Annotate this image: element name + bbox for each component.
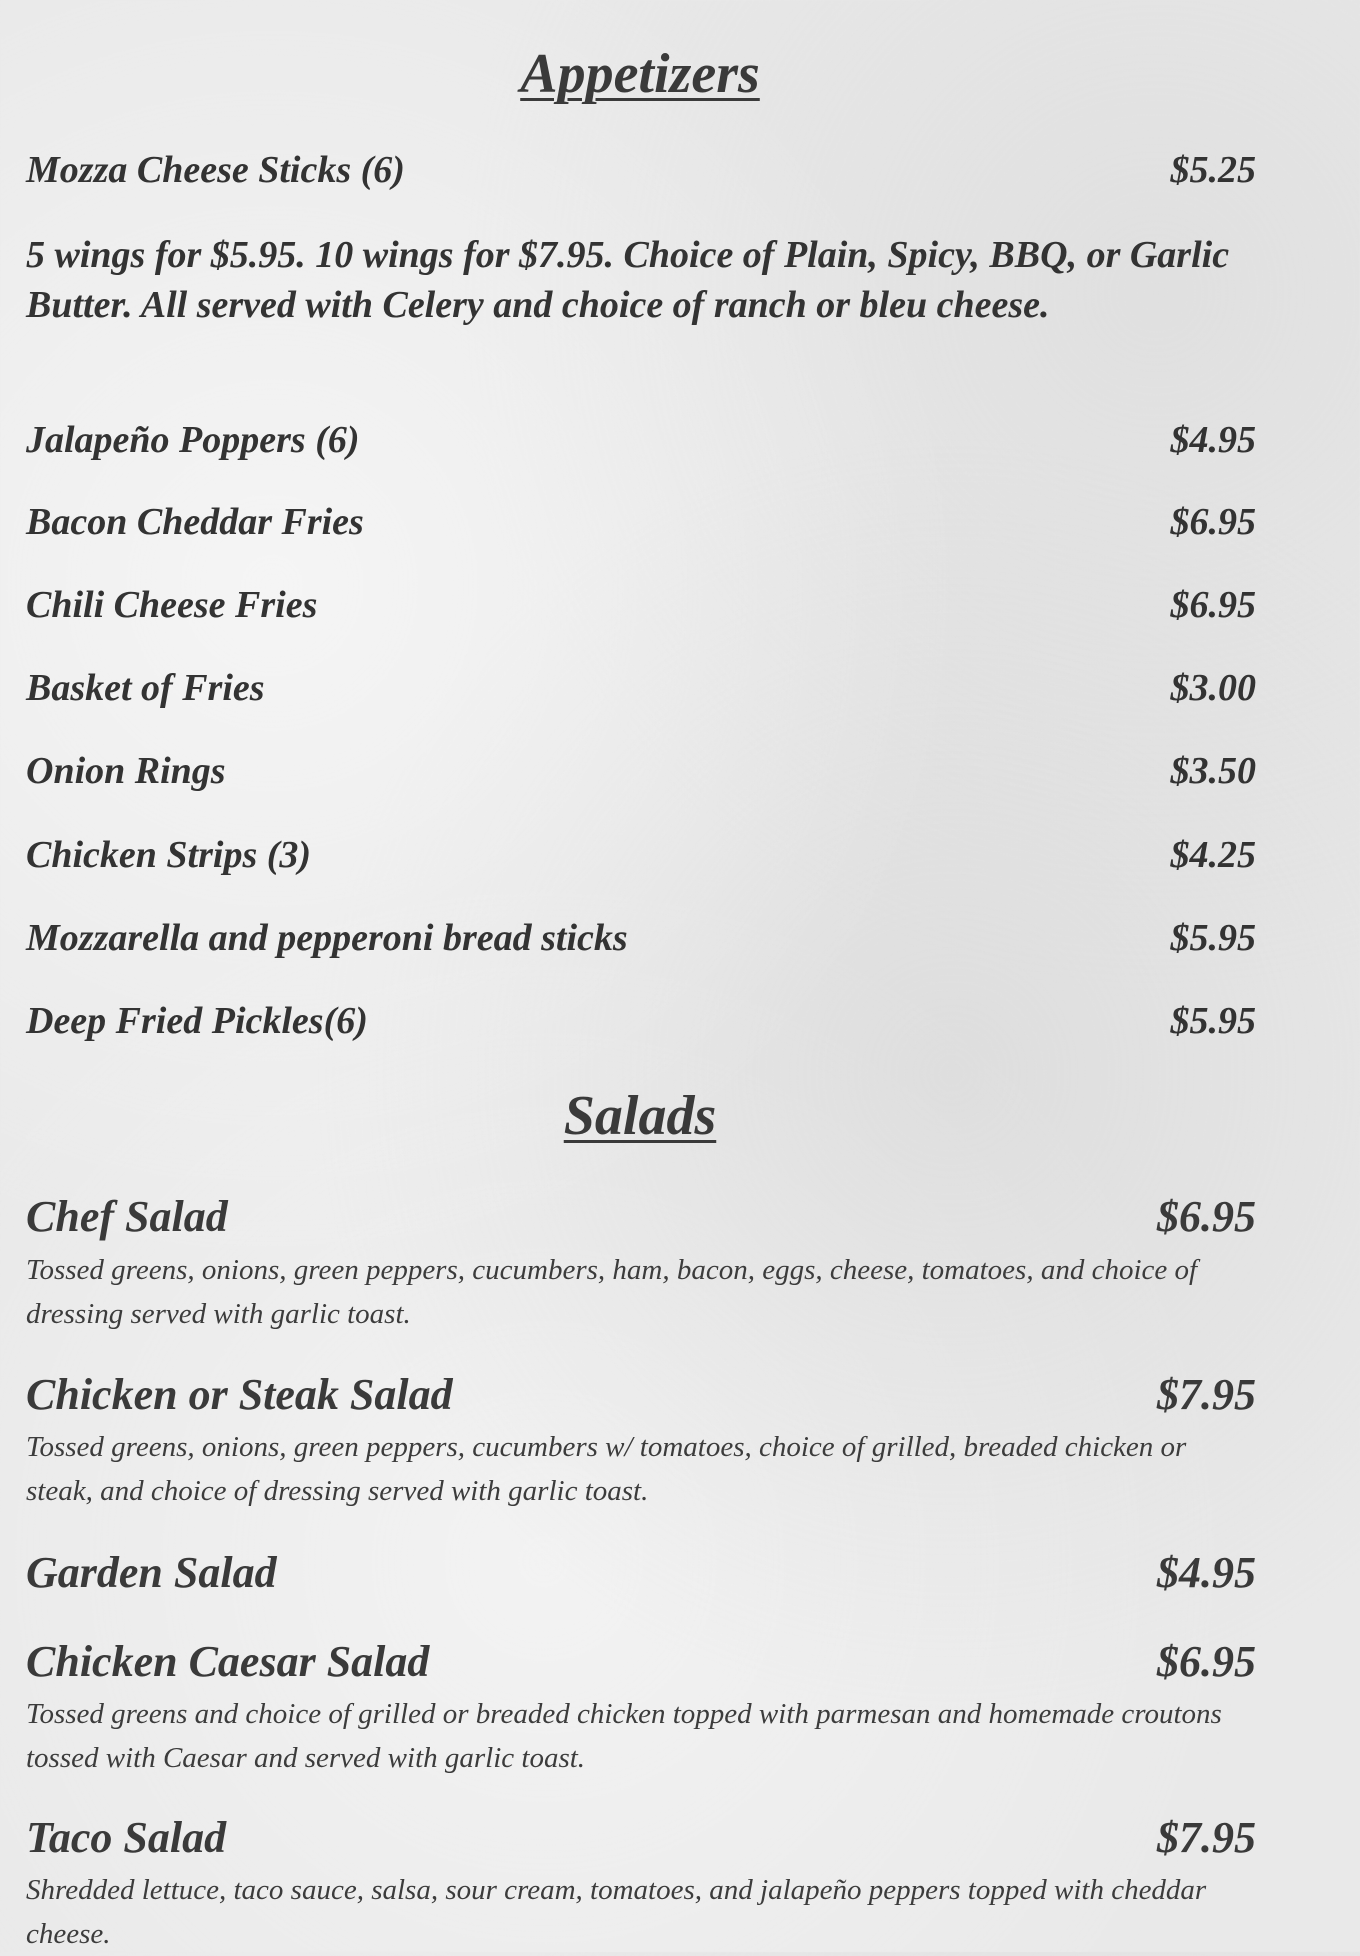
salads-heading: Salads	[563, 1085, 717, 1147]
item-price: $4.95	[1170, 419, 1256, 461]
salad-name: Garden Salad	[26, 1548, 277, 1597]
menu-item	[26, 749, 1256, 793]
salad-name: Chef Salad	[26, 1192, 228, 1241]
salad-item	[26, 1192, 1256, 1242]
menu-item	[26, 583, 1256, 627]
salad-name: Chicken or Steak Salad	[26, 1370, 453, 1419]
item-price: $3.50	[1170, 750, 1256, 792]
item-name: Bacon Cheddar Fries	[26, 501, 364, 543]
salad-price: $6.95	[1157, 1192, 1256, 1241]
menu-item	[26, 418, 1256, 462]
salad-item	[26, 1548, 1256, 1598]
item-price: $4.25	[1170, 834, 1256, 876]
salad-item	[26, 1637, 1256, 1687]
menu-item	[26, 916, 1256, 960]
salad-description: Tossed greens, onions, green peppers, cucumbers, ham, bacon, eggs, cheese, tomatoes, and choice of dressing served with garlic toast.	[26, 1254, 1198, 1330]
appetizers-heading: Appetizers	[520, 43, 760, 105]
item-name: Onion Rings	[26, 750, 226, 792]
item-price: $6.95	[1170, 584, 1256, 626]
salad-item	[26, 1813, 1256, 1863]
item-name: Mozza Cheese Sticks (6)	[26, 149, 405, 191]
salad-name: Taco Salad	[26, 1813, 227, 1862]
item-price: $5.25	[1170, 149, 1256, 191]
menu-item	[26, 833, 1256, 877]
salad-price: $4.95	[1157, 1548, 1256, 1597]
menu-item	[26, 999, 1256, 1043]
salad-price: $6.95	[1157, 1637, 1256, 1686]
item-name: Jalapeño Poppers (6)	[26, 419, 360, 461]
item-price: $5.95	[1170, 917, 1256, 959]
item-price: $6.95	[1170, 501, 1256, 543]
item-name: Chili Cheese Fries	[26, 584, 318, 626]
item-price: $3.00	[1170, 667, 1256, 709]
menu-item	[26, 666, 1256, 710]
salad-price: $7.95	[1157, 1813, 1256, 1862]
salad-name: Chicken Caesar Salad	[26, 1637, 430, 1686]
salad-price: $7.95	[1157, 1370, 1256, 1419]
wings-description: 5 wings for $5.95. 10 wings for $7.95. Choice of Plain, Spicy, BBQ, or Garlic Butter. All served with Celery and choice of ranch or bleu cheese.	[26, 234, 1230, 326]
item-name: Chicken Strips (3)	[26, 834, 312, 876]
salad-description: Shredded lettuce, taco sauce, salsa, sour cream, tomatoes, and jalapeño peppers topped with cheddar cheese.	[26, 1874, 1207, 1950]
item-price: $5.95	[1170, 1000, 1256, 1042]
menu-item	[26, 500, 1256, 544]
salad-description: Tossed greens and choice of grilled or breaded chicken topped with parmesan and homemade croutons tossed with Caesar and served with garlic toast.	[26, 1698, 1222, 1774]
item-name: Mozzarella and pepperoni bread sticks	[26, 917, 628, 959]
item-name: Basket of Fries	[26, 667, 265, 709]
menu-item	[26, 148, 1256, 192]
item-name: Deep Fried Pickles(6)	[26, 1000, 368, 1042]
salad-item	[26, 1370, 1256, 1420]
salad-description: Tossed greens, onions, green peppers, cucumbers w/ tomatoes, choice of grilled, breaded chicken or steak, and choice of dressing served with garlic toast.	[26, 1431, 1187, 1507]
